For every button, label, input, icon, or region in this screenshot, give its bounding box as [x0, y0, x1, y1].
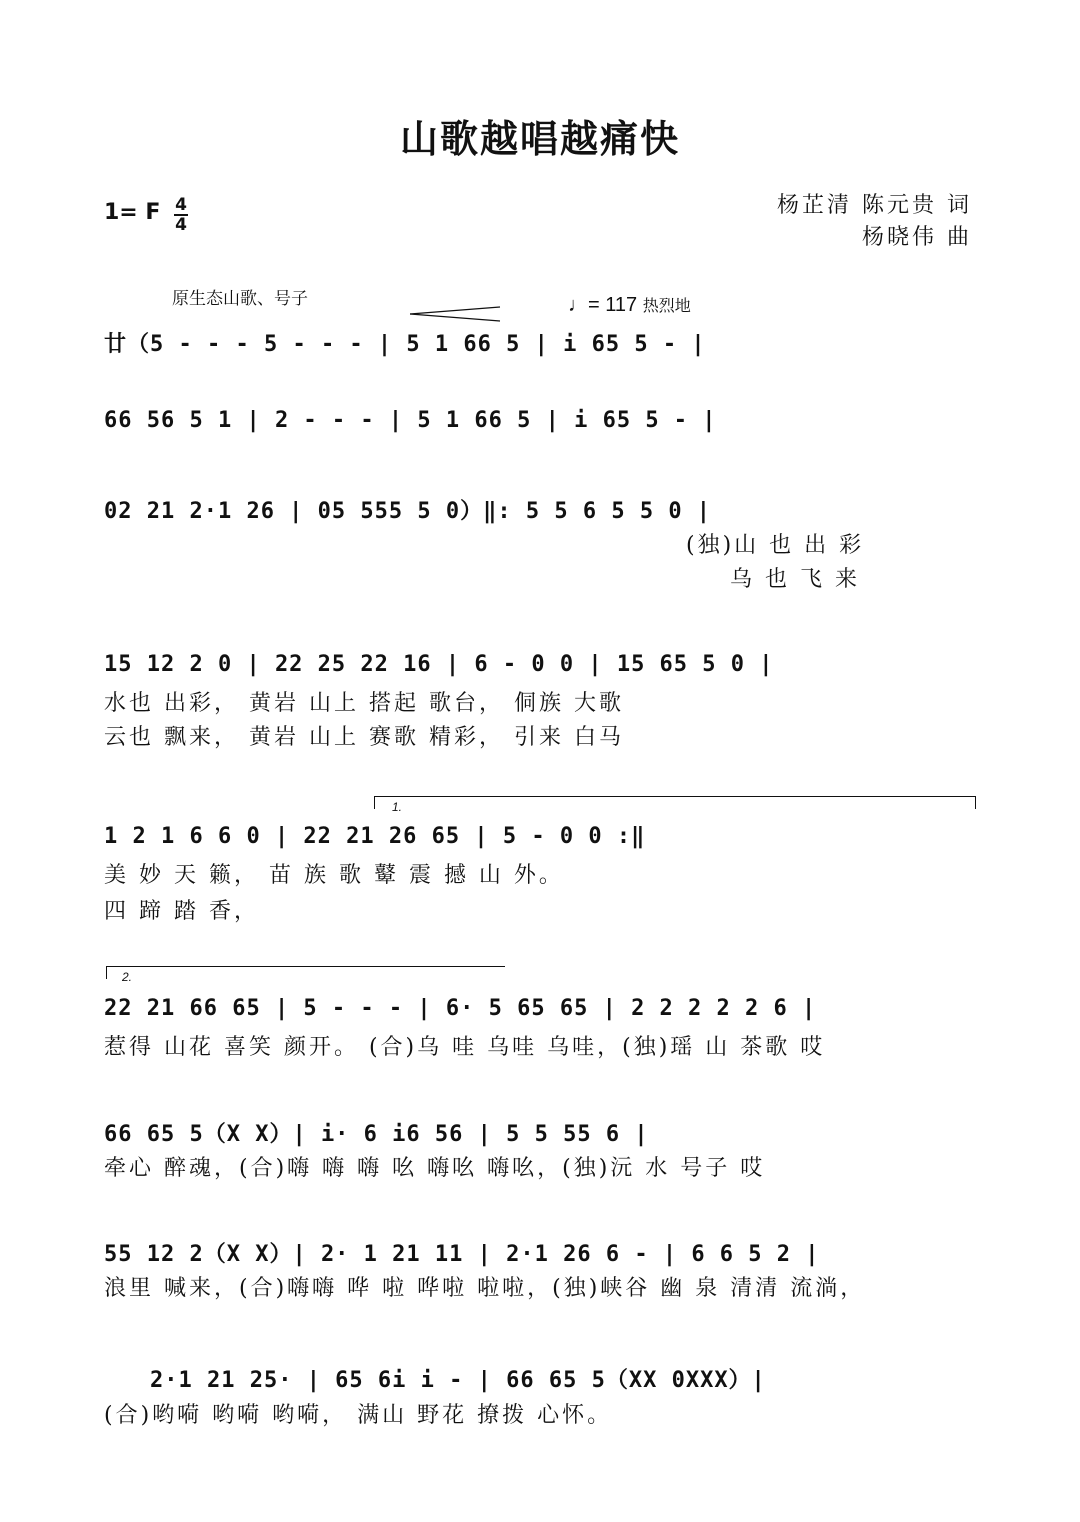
- system-2-notes: 66 56 5 1 | 2 - - - | 5 1 66 5 | i 65 5 - |: [104, 408, 717, 433]
- system-8-notes: 55 12 2（X X）| 2· 1 21 11 | 2·1 26 6 - | 6 6 5 2 |: [104, 1242, 820, 1267]
- system-3-lyrics-2: 乌 也 飞 来: [730, 567, 860, 592]
- system-1-notes: 廿（5 - - - 5 - - - | 5 1 66 5 | i 65 5 - |: [104, 332, 706, 357]
- composer-credit: 杨晓伟 曲: [862, 225, 972, 250]
- lyricist-credit: 杨芷清 陈元贵 词: [777, 193, 972, 218]
- volta-label-1: 1.: [392, 800, 403, 814]
- system-6-lyrics: 惹得 山花 喜笑 颜开。 (合)乌 哇 乌哇 乌哇，(独)瑶 山 茶歌 哎: [104, 1035, 826, 1060]
- system-8-lyrics: 浪里 喊来，(合)嗨嗨 哗 啦 哗啦 啦啦，(独)峡谷 幽 泉 清清 流淌，: [104, 1276, 866, 1301]
- system-5-lyrics-1: 美 妙 天 籁， 苗 族 歌 鼙 震 撼 山 外。: [104, 863, 564, 888]
- system-3-notes: 02 21 2·1 26 | 05 555 5 0）‖: 5 5 6 5 5 0 |: [104, 499, 712, 524]
- system-6-notes: 22 21 66 65 | 5 - - - | 6· 5 65 65 | 2 2 2 2 2 6 |: [104, 996, 817, 1021]
- system-7-notes: 66 65 5（X X）| i· 6 i6 56 | 5 5 55 6 |: [104, 1122, 649, 1147]
- time-signature-top: 4: [175, 195, 187, 215]
- credits: [777, 190, 972, 254]
- key-signature: 1= F: [104, 200, 161, 225]
- system-5-notes: 1 2 1 6 6 0 | 22 21 26 65 | 5 - 0 0 :‖: [104, 824, 646, 849]
- system-4-lyrics-2: 云也 飘来， 黄岩 山上 赛歌 精彩， 引来 白马: [104, 725, 624, 750]
- system-3-lyrics-1: (独)山 也 出 彩: [686, 533, 865, 558]
- tempo-marking: [568, 293, 691, 317]
- system-9-notes: 2·1 21 25· | 65 6i i - | 66 65 5（XX 0XXX）|: [150, 1368, 766, 1393]
- style-note: 原生态山歌、号子: [172, 289, 308, 308]
- system-4-lyrics-1: 水也 出彩， 黄岩 山上 搭起 歌台， 侗族 大歌: [104, 691, 624, 716]
- volta-bracket-2: [106, 966, 505, 979]
- time-signature-bottom: 4: [175, 215, 187, 235]
- volta-label-2: 2.: [122, 970, 133, 984]
- system-9-lyrics: (合)哟嗬 哟嗬 哟嗬， 满山 野花 撩拨 心怀。: [104, 1403, 613, 1428]
- system-5-lyrics-2: 四 蹄 踏 香，: [104, 899, 259, 924]
- tempo-text: 热烈地: [642, 298, 691, 315]
- system-4-notes: 15 12 2 0 | 22 25 22 16 | 6 - 0 0 | 15 65 5 0 |: [104, 652, 774, 677]
- page-title: 山歌越唱越痛快: [399, 116, 680, 161]
- system-7-lyrics: 牵心 醉魂，(合)嗨 嗨 嗨 吆 嗨吆 嗨吆，(独)沅 水 号子 哎: [104, 1156, 766, 1181]
- volta-bracket-1: [374, 796, 976, 809]
- tempo-mark: ♩= 117: [568, 294, 638, 316]
- crescendo-hairpin: [410, 304, 502, 324]
- time-signature: [174, 196, 188, 234]
